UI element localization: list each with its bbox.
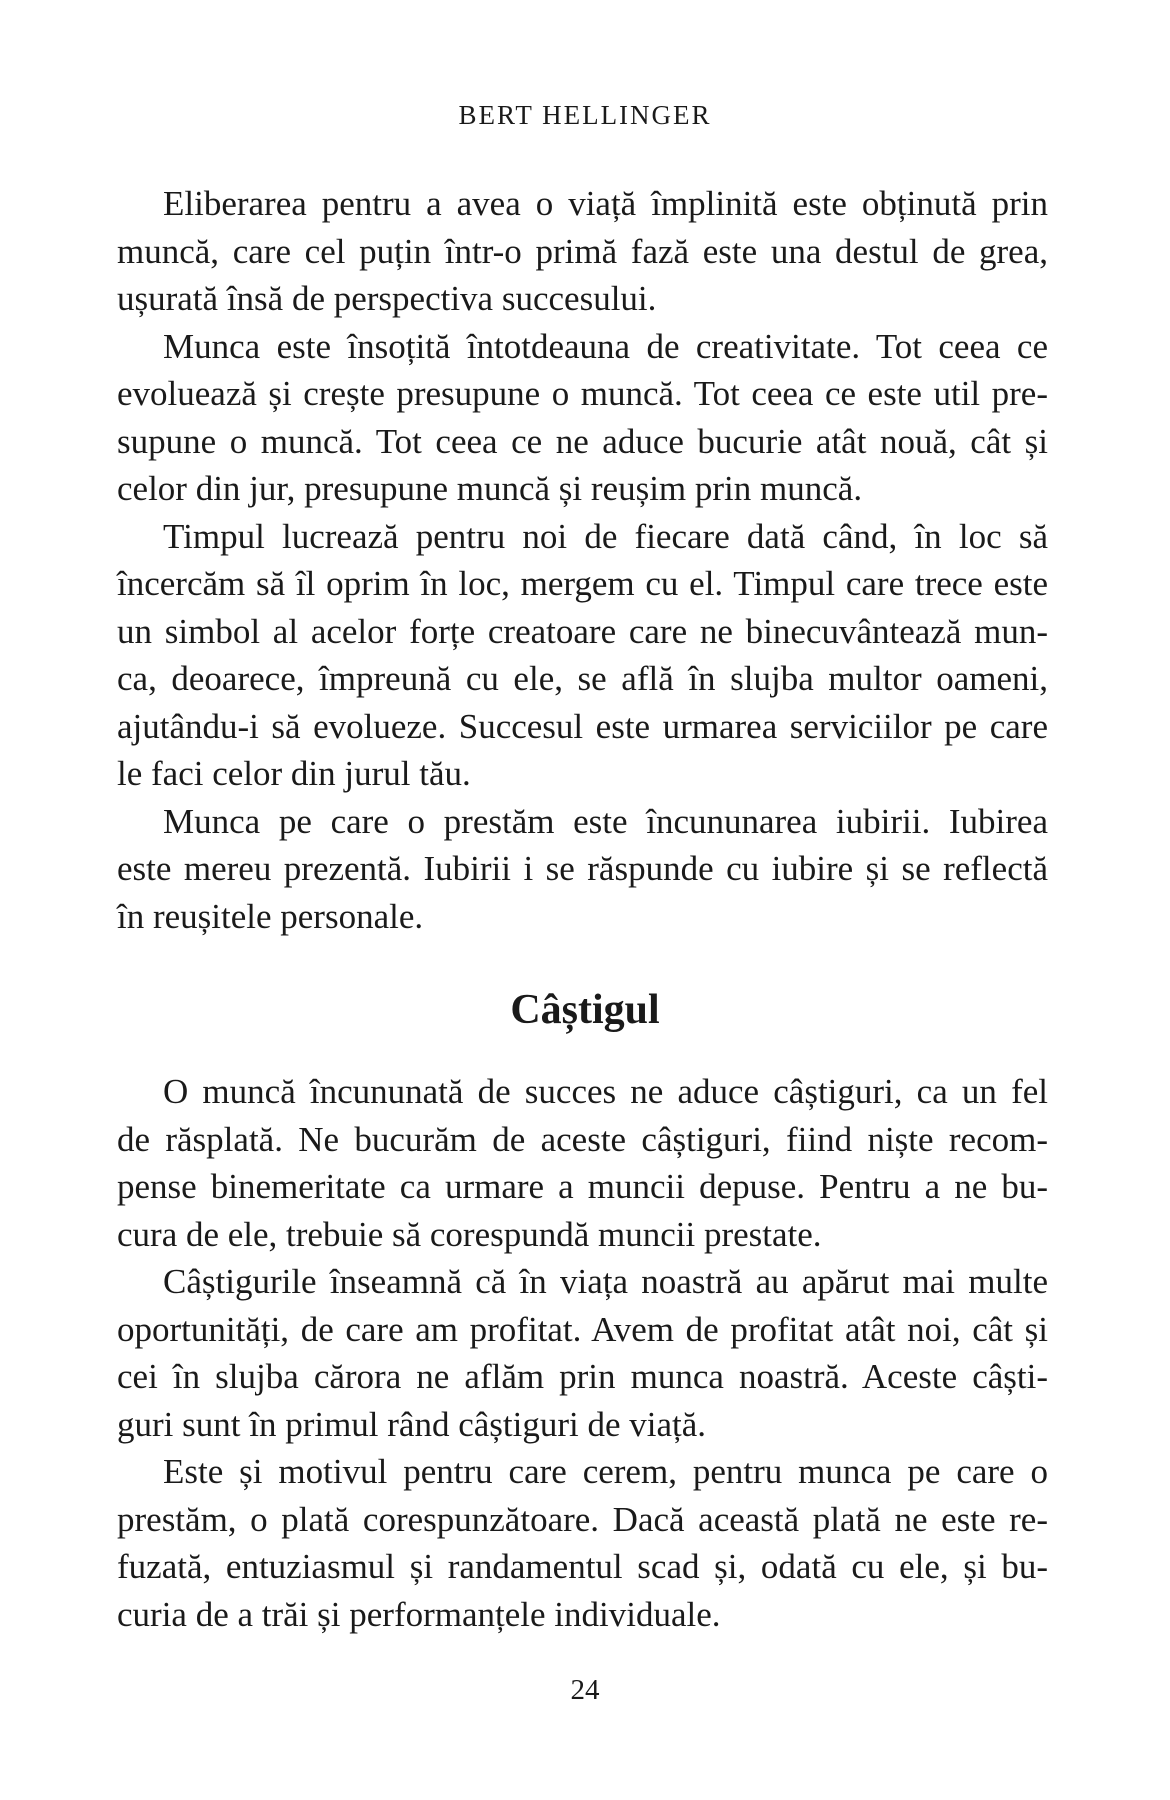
- text-line: este mereu prezentă. Iubirii i se răspunde cu iubire și se reflectă: [117, 849, 1048, 888]
- text-line: supune o muncă. Tot ceea ce ne aduce bucurie atât nouă, cât și: [117, 421, 1048, 461]
- text-line: muncă, care cel puțin într-o primă fază este una destul de grea,: [117, 231, 1048, 271]
- text-line: Timpul lucrează pentru noi de fiecare dată când, în loc să: [163, 516, 1048, 556]
- text-line: celor din jur, presupune muncă și reușim prin muncă.: [117, 469, 863, 508]
- text-line: ca, deoarece, împreună cu ele, se află în slujba multor oameni,: [117, 659, 1048, 698]
- paragraph: [117, 1448, 1048, 1638]
- paragraph: [117, 1258, 1048, 1448]
- text-line: de răsplată. Ne bucurăm de aceste câștiguri, fiind niște recom-: [117, 1119, 1048, 1159]
- text-line: Munca este însoțită întotdeauna de creativitate. Tot ceea ce: [163, 326, 1048, 366]
- text-line: oportunități, de care am profitat. Avem de profitat atât noi, cât și: [117, 1309, 1048, 1349]
- text-line: Eliberarea pentru a avea o viață împlinită este obținută prin: [163, 184, 1048, 223]
- body-text-section-1: [117, 180, 1048, 940]
- section-heading: Câștigul: [510, 987, 660, 1033]
- paragraph: [117, 1068, 1048, 1258]
- paragraph: [117, 798, 1048, 941]
- text-line: pense binemeritate ca urmare a muncii depuse. Pentru a ne bu-: [117, 1167, 1048, 1206]
- text-line: le faci celor din jurul tău.: [117, 754, 471, 793]
- body-text-section-2: [117, 1068, 1048, 1638]
- text-line: Munca pe care o prestăm este încununarea iubirii. Iubirea: [163, 801, 1048, 841]
- text-line: prestăm, o plată corespunzătoare. Dacă această plată ne este re-: [117, 1499, 1048, 1539]
- text-line: evoluează și crește presupune o muncă. Tot ceea ce este util pre-: [117, 374, 1048, 413]
- text-line: un simbol al acelor forțe creatoare care ne binecuvântează mun-: [117, 611, 1048, 651]
- paragraph: [117, 513, 1048, 798]
- text-line: curia de a trăi și performanțele individuale.: [117, 1594, 721, 1634]
- paragraph: [117, 323, 1048, 513]
- text-line: Este și motivul pentru care cerem, pentru munca pe care o: [163, 1452, 1048, 1491]
- page-number: 24: [570, 1674, 600, 1706]
- text-line: fuzată, entuziasmul și randamentul scad și, odată cu ele, și bu-: [117, 1547, 1048, 1586]
- text-line: ajutându-i să evolueze. Succesul este urmarea serviciilor pe care: [117, 706, 1048, 746]
- paragraph: [117, 180, 1048, 323]
- text-line: în reușitele personale.: [117, 896, 424, 936]
- text-line: cei în slujba cărora ne aflăm prin munca noastră. Aceste câști-: [117, 1357, 1048, 1396]
- text-line: Câștigurile înseamnă că în viața noastră au apărut mai multe: [163, 1262, 1048, 1301]
- running-header: BERT HELLINGER: [458, 100, 712, 130]
- text-line: guri sunt în primul rând câștiguri de viață.: [117, 1404, 707, 1444]
- text-line: cura de ele, trebuie să corespundă muncii prestate.: [117, 1214, 822, 1254]
- text-line: ușurată însă de perspectiva succesului.: [117, 279, 657, 318]
- text-line: încercăm să îl oprim în loc, mergem cu el. Timpul care trece este: [117, 564, 1048, 603]
- text-line: O muncă încununată de succes ne aduce câștiguri, ca un fel: [163, 1072, 1048, 1111]
